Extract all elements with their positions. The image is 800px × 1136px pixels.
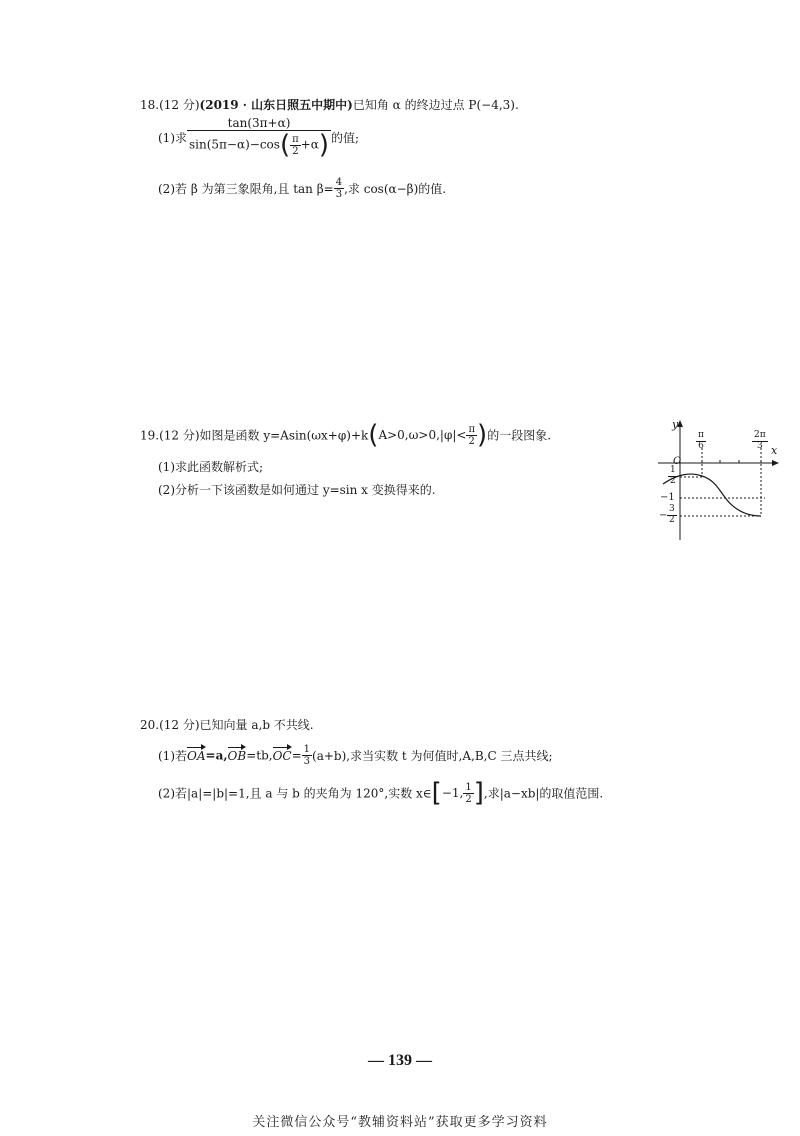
tick-label-2pi-3: $\frac{2\pi}{3}$ <box>754 430 766 451</box>
vector-ob: OB <box>227 748 247 763</box>
origin-label: O <box>673 456 682 467</box>
q18-header: 18.(12 分)(2019 · 山东日照五中期中)已知角 α 的终边过点 P(−4,3). <box>140 98 519 112</box>
y-tick-label-minus-half: $\frac{1}{2}$ <box>670 465 676 486</box>
q20-part2: (2)若|a|=|b|=1,且 a 与 b 的夹角为 120°,实数 x∈[−1, $\frac{1}{2}$ ],求|a−xb|的取值范围. <box>158 778 604 808</box>
q19-part1: (1)求此函数解析式; <box>158 460 264 474</box>
q19-function-graph <box>655 418 780 543</box>
footer-note: 关注微信公众号“教辅资料站”获取更多学习资料 <box>252 1115 548 1130</box>
tick-label-pi-6: $\frac{\pi}{6}$ <box>698 430 704 451</box>
q18-part2: (2)若 β 为第三象限角,且 tan β= $\frac{4}{3}$ ,求 cos(α−β)的值. <box>158 177 447 200</box>
y-axis-label: y <box>672 418 679 431</box>
q20-header: 20.(12 分)已知向量 a,b 不共线. <box>140 718 314 732</box>
x-axis-arrow <box>772 460 779 466</box>
y-tick-label-minus-3-2: $\frac{3}{2}$ <box>669 504 675 525</box>
q18-part1: (1)求 tan(3π+α) sin(5π−α)−cos( $\frac{\pi}{2}$ +α) 的值; <box>158 116 360 161</box>
page-number: — 139 — <box>368 1052 432 1069</box>
q19-part2: (2)分析一下该函数是如何通过 y=sin x 变换得来的. <box>158 483 436 497</box>
y-tick-label-minus-1: −1 <box>660 492 675 503</box>
vector-oa: OA <box>187 748 206 763</box>
q19-header: 19.(12 分)如图是函数 y=Asin(ωx+φ)+k(A>0,ω>0,|φ|< $\frac{\pi}{2}$ )的一段图象. <box>140 420 552 450</box>
x-axis-label: x <box>771 444 778 457</box>
y-tick-minus-sign: − <box>659 510 668 521</box>
q20-part1: (1)若OA=a,OB=tb,OC= $\frac{1}{3}$ (a+b),求当实数 t 为何值时,A,B,C 三点共线; <box>158 744 553 767</box>
vector-oc: OC <box>272 748 292 763</box>
q18-p1-fraction: tan(3π+α) sin(5π−α)−cos( $\frac{\pi}{2}$ +α) <box>189 116 329 161</box>
